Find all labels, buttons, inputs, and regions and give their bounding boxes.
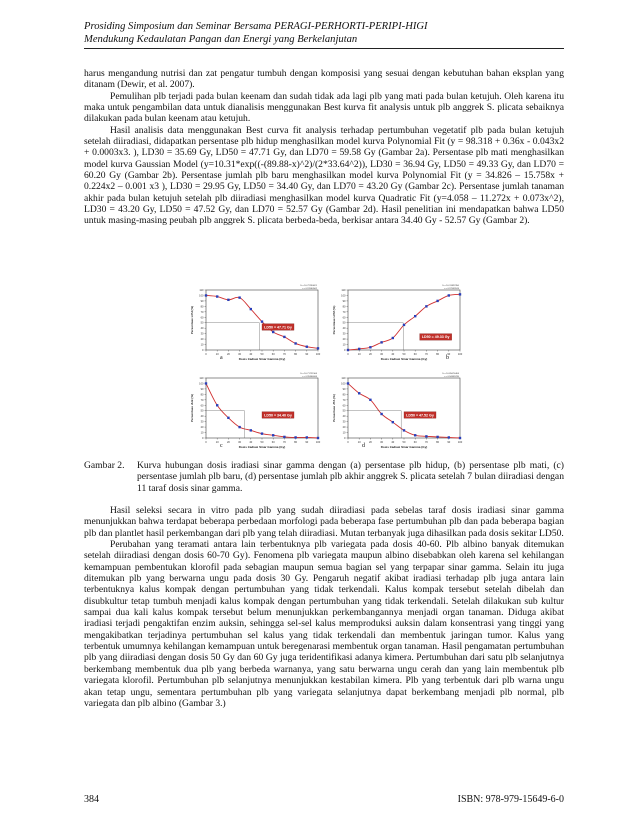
- panel-letter: d: [362, 443, 365, 449]
- panel-letter: b: [446, 355, 449, 361]
- caption-text: Kurva hubungan dosis iradiasi sinar gamma dengan (a) persentase plb hidup, (b) persentase plb mati, (c) persentase jumlah plb baru, (d) persentase jumlah plb akhir anggrek S. plicata setelah 7 bulan diiradiasi dengan 11 taraf dosis sinar gamma.: [137, 460, 564, 494]
- y-tick-label: 80: [200, 305, 204, 309]
- plot-area: [348, 290, 460, 350]
- y-tick-label: 70: [342, 398, 346, 402]
- x-tick-label: 50: [402, 441, 406, 444]
- data-point: [294, 436, 296, 438]
- y-tick-label: 100: [341, 294, 346, 298]
- chart-panel-d: [326, 370, 464, 454]
- y-tick-label: 70: [200, 310, 204, 314]
- y-axis-label: Persentase JTA (%): [332, 394, 336, 422]
- x-tick-label: 30: [380, 441, 384, 444]
- ld50-label: LD50 = 34.40 Gy: [264, 413, 292, 418]
- x-tick-label: 100: [457, 353, 463, 356]
- figure-2: [184, 282, 464, 454]
- x-tick-label: 50: [260, 441, 264, 444]
- data-point: [261, 320, 263, 322]
- data-point: [272, 434, 274, 436]
- y-tick-label: 100: [341, 382, 346, 386]
- y-tick-label: 100: [199, 382, 204, 386]
- x-tick-label: 10: [357, 353, 361, 356]
- y-tick-label: 10: [200, 431, 204, 435]
- y-tick-label: 80: [342, 305, 346, 309]
- data-point: [392, 421, 394, 423]
- isbn: ISBN: 978-979-15649-6-0: [457, 794, 564, 805]
- fit-stat: S = 10.71721564: [300, 373, 317, 375]
- x-tick-label: 0: [205, 441, 207, 444]
- panel-letter: c: [220, 443, 223, 449]
- data-point: [392, 337, 394, 339]
- y-tick-label: 110: [199, 377, 204, 380]
- data-point: [358, 392, 360, 394]
- paragraph-3: Hasil analisis data menggunakan Best curva fit analysis terhadap pertumbuhan vegetatif plb pada bulan ketujuh setelah diiradiasi, didapatkan persentase plb hidup menghasilkan model kurva Polynomial Fit (y = 98.318 + 0.36x - 0.043x2 + 0.0003x3. ), LD30 = 35.69 Gy, LD50 = 47.71 Gy, dan LD70 = 59.58 Gy (Gambar 2a). Persentase plb mati menghasilkan model kurva Gaussian Model (y=10.31*exp((-(89.88-x)^2)/(2*33.64^2)), LD30 = 36.94 Gy, LD50 = 49.33 Gy, dan LD70 = 60.20 Gy (Gambar 2b). Persentase jumlah plb baru menghasilkan model kurva Polynomial Fit (y = 34.826 – 15.758x + 0.224x2 – 0.001 x3 ), LD30 = 29.95 Gy, LD50 = 34.40 Gy, dan LD70 = 43.20 Gy (Gambar 2c). Persentase jumlah tanaman akhir pada bulan ketujuh setelah plb diiradiasi menghasilkan model kurva Quadratic Fit (y=4.058 – 11.272x + 0.073x^2), LD30 = 43.20 Gy, LD50 = 47.52 Gy, dan LD70 = 52.57 Gy (Gambar 2d). Hasil penelitian ini mendapatkan bahwa LD50 untuk masing-masing peubah plb anggrek S. plicata berbeda-beda, berkisar antara 34.40 Gy - 52.57 Gy (Gambar 2).: [84, 124, 564, 227]
- x-tick-label: 80: [436, 441, 440, 444]
- x-tick-label: 10: [215, 441, 219, 444]
- data-point: [306, 346, 308, 348]
- x-tick-label: 20: [226, 441, 230, 444]
- x-tick-label: 60: [271, 441, 275, 444]
- data-point: [283, 336, 285, 338]
- running-header: [84, 20, 564, 46]
- y-tick-label: 110: [199, 289, 204, 292]
- data-point: [425, 435, 427, 437]
- paragraph-5: Perubahan yang teramati antara lain terbentuknya plb variegata pada dosis 40-60. Plb albino banyak ditemukan setelah diiradiasi dengan dosis 60-70 Gy). Fenomena plb variegata maupun albino disebabkan oleh karena sel kehilangan kemampuan pembentukan klorofil pada sebagian maupun semua bagian sel yang terpapar sinar gamma. Selain itu juga ditemukan plb yang berwarna ungu pada dosis 30 Gy. Pengaruh negatif akibat iradiasi terhadap plb juga antara lain terbentuknya kalus kompak dengan pertumbuhan yang tidak terkendali. Kalus kompak tersebut setelah dibelah dan disubkultur tetap tumbuh menjadi kalus kompak dengan pertumbuhan yang tidak terkendali. Setelah dilakukan sub kultur sampai dua kali kalus kompak tersebut belum menunjukkan perkembangannya menjadi organ tanaman. Diduga akibat iradiasi terjadi pengaktifan enzim auksin, sehingga sel-sel kalus memproduksi auksin dalam konsentrasi yang tinggi yang mengakibatkan terjadinya pertumbuhan sel kalus yang tidak terkendali dan membentuk jaringan tumor. Kalus yang terbentuk umumnya kehilangan kemampuan untuk beregenarasi membentuk organ tanaman. Hasil pengamatan pertumbuhan plb yang diiradiasi dengan dosis 50 Gy dan 60 Gy juga teridentifikasi adanya kimera. Pertumbuhan dari satu plb selanjutnya berkembang membentuk dua plb yang berbeda warnanya, yang satu berwarna ungu cerah dan yang lain membentuk plb variegata klorofil. Pertumbuhan plb selanjutnya menunjukkan kestabilan kimera. Plb yang terbentuk dari plb warna ungu akan tetap ungu, sementara pertumbuhan plb yang variegata selanjutnya dapat berkembang menjadi plb normal, plb variegata dan plb albino (Gambar 3.): [84, 539, 564, 709]
- y-tick-label: 90: [200, 299, 204, 303]
- data-point: [283, 436, 285, 438]
- x-tick-label: 20: [226, 353, 230, 356]
- plot-area: [348, 378, 460, 438]
- paragraph-4: Hasil seleksi secara in vitro pada plb yang sudah diiradiasi pada sebelas taraf dosis iradiasi sinar gamma menunjukkan bahwa terdapat beberapa perbedaan morfologi pada beberapa fase pertumbuhan plb dan pada beberapa bagian plb dan plantlet hasil perkembangan dari plb yang telah diiradiasi. Mutan terbanyak juga dihasilkan pada dosis sekitar LD50.: [84, 505, 564, 539]
- x-tick-label: 70: [282, 441, 286, 444]
- x-tick-label: 0: [205, 353, 207, 356]
- x-axis-label: Dosis Iradiasi Sinar Gamma (Gy): [238, 357, 286, 361]
- data-point: [459, 293, 461, 295]
- y-tick-label: 90: [200, 387, 204, 391]
- data-point: [306, 436, 308, 438]
- x-tick-label: 30: [380, 353, 384, 356]
- x-tick-label: 20: [368, 353, 372, 356]
- x-tick-label: 80: [294, 353, 298, 356]
- data-point: [205, 382, 207, 384]
- x-tick-label: 40: [391, 353, 395, 356]
- data-point: [216, 404, 218, 406]
- x-tick-label: 70: [424, 353, 428, 356]
- ld50-label: LD50 = 47.52 Gy: [406, 413, 434, 418]
- data-point: [380, 341, 382, 343]
- data-point: [250, 308, 252, 310]
- y-tick-label: 30: [342, 332, 346, 336]
- body-top: [84, 68, 564, 227]
- data-point: [403, 324, 405, 326]
- y-tick-label: 20: [200, 338, 204, 342]
- header-rule: [84, 48, 564, 49]
- data-point: [347, 382, 349, 384]
- y-tick-label: 0: [202, 437, 204, 440]
- page-number: 384: [84, 794, 99, 805]
- y-tick-label: 80: [200, 393, 204, 397]
- y-tick-label: 90: [342, 299, 346, 303]
- y-tick-label: 0: [344, 437, 346, 440]
- data-point: [425, 305, 427, 307]
- x-axis-label: Dosis Iradiasi Sinar Gamma (Gy): [238, 445, 286, 449]
- y-tick-label: 10: [342, 343, 346, 347]
- x-tick-label: 90: [447, 441, 451, 444]
- figure-caption: [84, 460, 564, 494]
- y-axis-label: Persentase LPM (%): [332, 305, 336, 335]
- x-tick-label: 50: [402, 353, 406, 356]
- plot-area: [206, 290, 318, 350]
- y-tick-label: 20: [342, 338, 346, 342]
- data-point: [380, 413, 382, 415]
- fit-stat: S = 10.85074464: [442, 373, 459, 375]
- data-point: [414, 315, 416, 317]
- y-tick-label: 10: [342, 431, 346, 435]
- panel-letter: a: [220, 355, 223, 361]
- x-tick-label: 60: [271, 353, 275, 356]
- caption-label: Gambar 2.: [84, 460, 125, 471]
- x-tick-label: 0: [347, 353, 349, 356]
- x-tick-label: 70: [424, 441, 428, 444]
- y-tick-label: 50: [200, 321, 204, 325]
- y-tick-label: 10: [200, 343, 204, 347]
- x-axis-label: Dosis Iradiasi Sinar Gamma (Gy): [380, 445, 428, 449]
- x-tick-label: 60: [413, 441, 417, 444]
- header-line-1: Prosiding Simposium dan Seminar Bersama PERAGI-PERHORTI-PERIPI-HIGI: [84, 21, 428, 32]
- x-tick-label: 90: [305, 353, 309, 356]
- data-point: [347, 349, 349, 351]
- data-point: [250, 429, 252, 431]
- fit-stat: S = 10.72230621: [300, 285, 317, 287]
- data-point: [369, 346, 371, 348]
- data-point: [448, 436, 450, 438]
- plot-area: [206, 378, 318, 438]
- y-tick-label: 50: [342, 321, 346, 325]
- x-tick-label: 40: [249, 353, 253, 356]
- y-tick-label: 110: [341, 377, 346, 380]
- data-point: [369, 399, 371, 401]
- data-point: [403, 429, 405, 431]
- data-point: [238, 426, 240, 428]
- paragraph-1: harus mengandung nutrisi dan zat pengatur tumbuh dengan komposisi yang sesuai dengan kebutuhan bahan eksplan yang ditanam (Dewir, et al. 2007).: [84, 68, 564, 91]
- data-point: [317, 347, 319, 349]
- x-tick-label: 40: [249, 441, 253, 444]
- data-point: [272, 331, 274, 333]
- ld50-label: LD50 = 49.33 Gy: [421, 335, 450, 340]
- y-tick-label: 60: [200, 404, 204, 408]
- x-tick-label: 70: [282, 353, 286, 356]
- data-point: [459, 437, 461, 439]
- data-point: [227, 417, 229, 419]
- fit-stat: r = 0.97060502: [302, 288, 317, 290]
- y-tick-label: 110: [341, 289, 346, 292]
- y-tick-label: 40: [200, 415, 204, 419]
- ld50-label: LD50 = 47.71 Gy: [264, 325, 292, 330]
- paragraph-2: Pemulihan plb terjadi pada bulan keenam dan sudah tidak ada lagi plb yang mati pada bulan ketujuh. Oleh karena itu maka untuk pengambilan data untuk dianalisis menggunakan Best kurva fit analysis untuk plb anggrek S. plicata sebaiknya dilakukan pada bulan keenam atau ketujuh.: [84, 90, 564, 125]
- y-tick-label: 50: [342, 409, 346, 413]
- x-tick-label: 30: [238, 353, 242, 356]
- x-tick-label: 30: [238, 441, 242, 444]
- y-axis-label: Persentase JLB (%): [190, 393, 194, 423]
- x-tick-label: 100: [315, 441, 321, 444]
- x-tick-label: 80: [436, 353, 440, 356]
- y-tick-label: 40: [342, 327, 346, 331]
- chart-panel-b: [326, 282, 464, 366]
- y-tick-label: 60: [342, 316, 346, 320]
- x-tick-label: 20: [368, 441, 372, 444]
- y-tick-label: 80: [342, 393, 346, 397]
- data-point: [317, 437, 319, 439]
- y-tick-label: 50: [200, 409, 204, 413]
- y-tick-label: 20: [200, 426, 204, 430]
- y-tick-label: 100: [199, 294, 204, 298]
- x-tick-label: 80: [294, 441, 298, 444]
- chart-panel-c: [184, 370, 322, 454]
- y-tick-label: 70: [342, 310, 346, 314]
- x-tick-label: 100: [457, 441, 463, 444]
- data-point: [216, 295, 218, 297]
- chart-panel-a: [184, 282, 322, 366]
- x-axis-label: Dosis Iradiasi Sinar Gamma (Gy): [380, 357, 428, 361]
- data-point: [238, 296, 240, 298]
- data-point: [358, 348, 360, 350]
- y-tick-label: 70: [200, 398, 204, 402]
- data-point: [261, 432, 263, 434]
- fit-stat: r = 0.97559524: [444, 288, 459, 290]
- page-footer: [84, 794, 564, 805]
- data-point: [414, 434, 416, 436]
- y-tick-label: 0: [344, 349, 346, 352]
- y-axis-label: Persentase LPH (%): [190, 305, 194, 335]
- data-point: [436, 436, 438, 438]
- y-tick-label: 90: [342, 387, 346, 391]
- y-tick-label: 40: [342, 415, 346, 419]
- x-tick-label: 10: [357, 441, 361, 444]
- data-point: [448, 294, 450, 296]
- y-tick-label: 30: [342, 420, 346, 424]
- fit-stat: r = 0.94455295: [444, 376, 459, 378]
- y-tick-label: 30: [200, 420, 204, 424]
- x-tick-label: 10: [215, 353, 219, 356]
- y-tick-label: 40: [200, 327, 204, 331]
- x-tick-label: 90: [305, 441, 309, 444]
- x-tick-label: 100: [315, 353, 321, 356]
- header-line-2: Mendukung Kedaulatan Pangan dan Energi yang Berkelanjutan: [84, 34, 358, 45]
- data-point: [227, 299, 229, 301]
- fit-stat: S = 10.31822350: [442, 285, 459, 287]
- data-point: [294, 342, 296, 344]
- y-tick-label: 30: [200, 332, 204, 336]
- x-tick-label: 60: [413, 353, 417, 356]
- y-tick-label: 0: [202, 349, 204, 352]
- x-tick-label: 50: [260, 353, 264, 356]
- y-tick-label: 60: [200, 316, 204, 320]
- y-tick-label: 20: [342, 426, 346, 430]
- data-point: [205, 294, 207, 296]
- fit-stat: r = 0.95364664: [302, 376, 317, 378]
- x-tick-label: 0: [347, 441, 349, 444]
- y-tick-label: 60: [342, 404, 346, 408]
- x-tick-label: 40: [391, 441, 395, 444]
- x-tick-label: 90: [447, 353, 451, 356]
- body-bottom: [84, 505, 564, 709]
- data-point: [436, 300, 438, 302]
